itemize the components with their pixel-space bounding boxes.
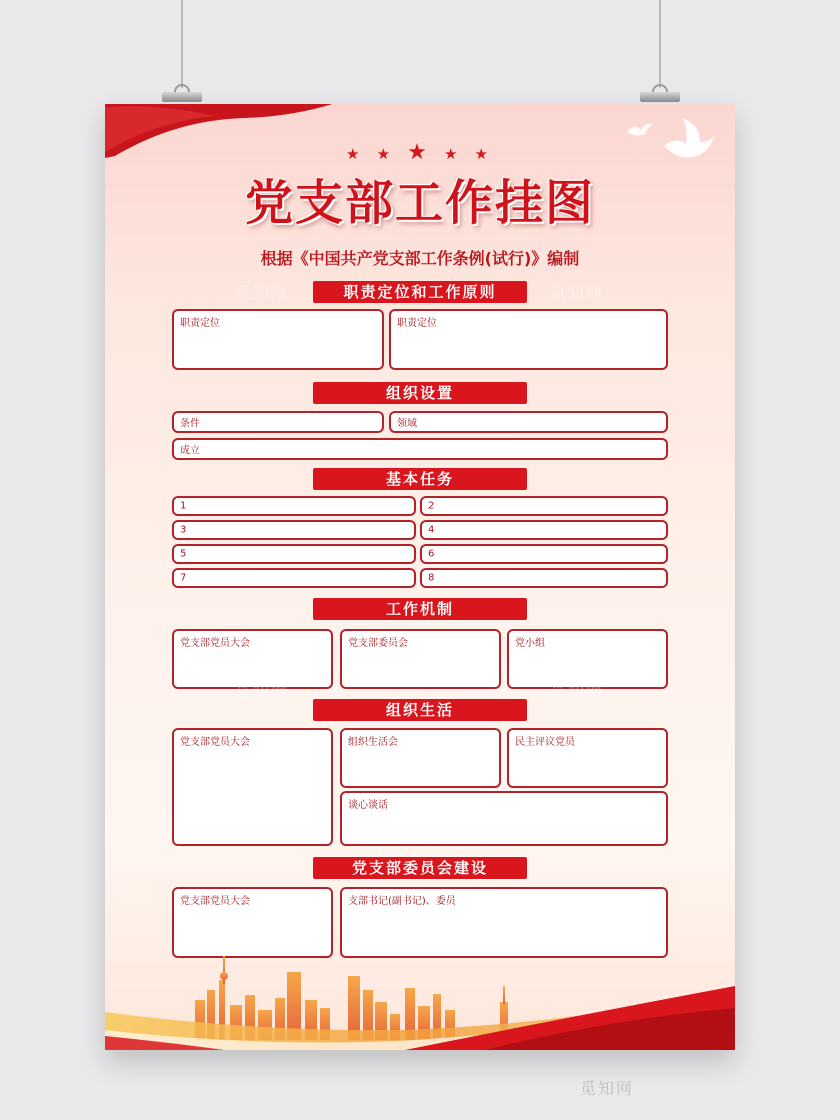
life-talk-box[interactable] xyxy=(340,791,668,846)
section-header-org-life: 组织生活 xyxy=(313,699,527,721)
task-field[interactable] xyxy=(172,496,416,516)
section-header-duty: 职责定位和工作原则 xyxy=(313,281,527,303)
hanging-string-right xyxy=(659,0,661,88)
task-number: 5 xyxy=(180,548,187,560)
establish-field[interactable] xyxy=(172,438,668,460)
star-icon: ★ xyxy=(376,145,397,163)
task-field[interactable] xyxy=(420,496,668,516)
task-field[interactable] xyxy=(420,520,668,540)
condition-field[interactable] xyxy=(172,411,384,433)
box-label: 组织生活会 xyxy=(348,737,398,748)
star-icon: ★ xyxy=(346,145,366,163)
box-label: 成立 xyxy=(180,445,200,457)
task-number: 3 xyxy=(180,524,187,536)
task-number: 6 xyxy=(428,548,435,560)
task-field[interactable] xyxy=(420,568,668,588)
duty-right-box[interactable] xyxy=(389,309,668,370)
mechanism-group-box[interactable] xyxy=(507,629,668,689)
section-header-org-setup: 组织设置 xyxy=(313,382,527,404)
watermark: 觅知网 xyxy=(550,283,605,302)
watermark: 觅知网 xyxy=(580,1079,635,1098)
box-label: 党支部党员大会 xyxy=(180,737,250,748)
box-label: 职责定位 xyxy=(397,318,437,329)
section-header-work-mechanism: 工作机制 xyxy=(313,598,527,620)
task-number: 8 xyxy=(428,572,435,584)
building-secretary-box[interactable] xyxy=(340,887,668,958)
box-label: 党支部党员大会 xyxy=(180,638,250,649)
dove-icon xyxy=(625,120,655,140)
box-label: 党支部委员会 xyxy=(348,638,408,649)
task-number: 2 xyxy=(428,500,435,512)
box-label: 条件 xyxy=(180,418,200,430)
binder-clip-right xyxy=(640,84,680,106)
task-number: 4 xyxy=(428,524,435,536)
box-label: 职责定位 xyxy=(180,318,220,329)
box-label: 党支部党员大会 xyxy=(180,896,250,907)
duty-left-box[interactable] xyxy=(172,309,384,370)
watermark: 觅知网 xyxy=(235,682,290,701)
mechanism-meeting-box[interactable] xyxy=(172,629,333,689)
box-label: 党小组 xyxy=(515,638,545,649)
star-icon: ★ xyxy=(474,145,494,163)
mechanism-committee-box[interactable] xyxy=(340,629,501,689)
watermark: 觅知网 xyxy=(235,283,290,302)
task-number: 7 xyxy=(180,572,187,584)
box-label: 民主评议党员 xyxy=(515,737,575,748)
page-title: 党支部工作挂图 xyxy=(244,175,595,231)
life-meeting-box[interactable] xyxy=(172,728,333,846)
task-field[interactable] xyxy=(420,544,668,564)
life-review-box[interactable] xyxy=(507,728,668,788)
page-subtitle: 根据《中国共产党支部工作条例(试行)》编制 xyxy=(260,249,580,268)
section-header-basic-tasks: 基本任务 xyxy=(313,468,527,490)
domain-field[interactable] xyxy=(389,411,668,433)
task-number: 1 xyxy=(180,500,187,512)
life-org-box[interactable] xyxy=(340,728,501,788)
box-label: 谈心谈话 xyxy=(348,800,388,811)
stars-decoration xyxy=(105,140,735,165)
box-label: 领域 xyxy=(397,418,417,430)
box-label: 支部书记(副书记)、委员 xyxy=(348,896,456,907)
watermark: 觅知网 xyxy=(550,682,605,701)
task-field[interactable] xyxy=(172,544,416,564)
building-meeting-box[interactable] xyxy=(172,887,333,958)
star-icon: ★ xyxy=(443,145,464,163)
hanging-string-left xyxy=(181,0,183,88)
section-header-committee-building: 党支部委员会建设 xyxy=(313,857,527,879)
city-skyline-decoration xyxy=(105,950,735,1050)
binder-clip-left xyxy=(162,84,202,106)
poster xyxy=(105,104,735,1050)
star-icon: ★ xyxy=(407,140,433,165)
task-field[interactable] xyxy=(172,568,416,588)
task-field[interactable] xyxy=(172,520,416,540)
